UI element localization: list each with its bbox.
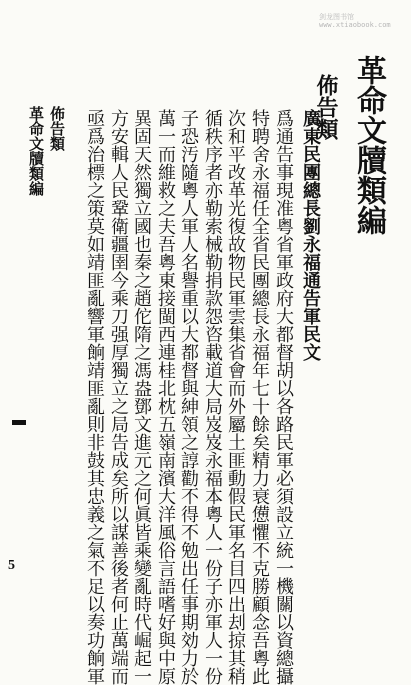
- body-line-5: 子恐汚隨粵人軍人名譽重以大都督與紳領之諄勸不得不勉出任事期効力於: [178, 109, 199, 685]
- book-title: 革命文牘類編: [351, 55, 386, 235]
- page-number: 5: [8, 558, 15, 573]
- watermark-line-1: 剑龙图书馆: [319, 13, 354, 21]
- body-line-6: 萬一而維救之夫吾粵東接閩西連桂北枕五嶺南濱大洋風俗言語嗜好與中原: [155, 109, 176, 685]
- watermark-line-2: www.xtiaobook.com: [319, 20, 391, 29]
- body-line-8: 方安輯人民鞏衛疆圉今乘刀强厚獨立之局告成矣所以謀善後者何止萬端而: [108, 109, 129, 685]
- notice-title: 廣東民團總長劉永福通告軍民文: [300, 109, 321, 361]
- body-line-3: 次和平改革光復故物民軍雲集省會而外屬土匪動假民軍名目四出刦掠其稍: [225, 109, 246, 685]
- body-line-4: 循秩序者亦勒索械勒捐款怨咨載道大局岌岌永福本粵人一份子亦軍人一份: [202, 109, 223, 685]
- page-marker: [12, 420, 26, 425]
- category-heading: 佈告類: [313, 74, 339, 140]
- footer-category: 佈告類: [48, 106, 66, 151]
- body-line-7: 異固天然獨立國也秦之趙佗隋之馮盎鄧文進元之何眞皆乘變亂時代崛起一: [131, 109, 152, 685]
- body-line-2: 特聘舍永福任全省民團總長永福年七十餘矣精力衰憊懼不克勝顧念吾粵此: [249, 109, 270, 685]
- body-line-9: 亟爲治標之策莫如靖匪亂響軍餉靖匪亂則非鼓其忠義之氣不足以奏功餉軍: [84, 109, 105, 685]
- watermark: [319, 14, 401, 29]
- footer-book-title: 革命文牘類編: [27, 106, 45, 196]
- body-line-1: 爲通告事現准粤省軍政府大都督胡以各路民軍必須設立統一機關以資總攝: [273, 109, 294, 685]
